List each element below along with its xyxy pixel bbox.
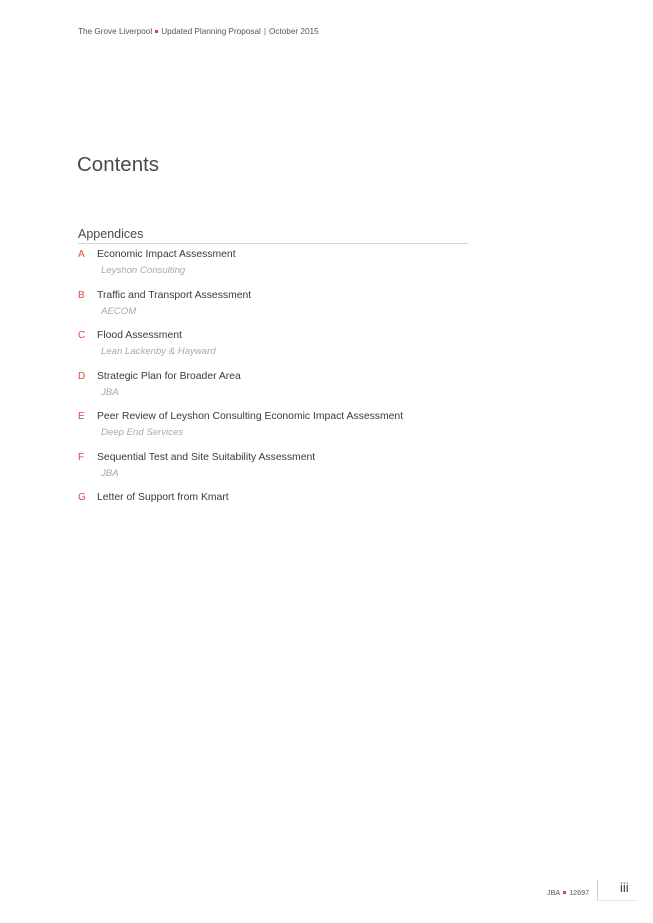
appendix-author: Lean Lackenby & Hayward — [101, 346, 216, 357]
appendix-author: JBA — [101, 386, 119, 398]
footer-reference — [547, 888, 589, 897]
appendix-title[interactable]: Economic Impact Assessment — [97, 249, 236, 260]
header-separator: | — [263, 27, 267, 36]
appendix-item-f[interactable] — [78, 452, 478, 493]
footer-divider — [597, 880, 598, 901]
footer-company: JBA — [547, 888, 561, 897]
appendix-letter: A — [78, 249, 85, 260]
page-title: Contents — [77, 153, 160, 176]
header-document: Updated Planning Proposal — [161, 27, 261, 36]
appendix-letter: B — [78, 289, 85, 301]
footer-underline — [597, 900, 637, 901]
appendix-letter: G — [78, 492, 86, 503]
appendix-list — [78, 249, 478, 533]
header-date: October 2015 — [269, 27, 319, 36]
appendix-item-b[interactable] — [78, 290, 478, 331]
appendix-letter: F — [78, 451, 85, 463]
appendix-title[interactable]: Strategic Plan for Broader Area — [97, 370, 241, 382]
appendix-title[interactable]: Flood Assessment — [97, 330, 182, 341]
appendix-author: Leyshon Consulting — [101, 265, 186, 276]
appendix-item-d[interactable] — [78, 371, 478, 412]
page-number: iii — [620, 880, 629, 895]
appendix-item-c[interactable] — [78, 330, 478, 371]
appendix-item-g[interactable] — [78, 492, 478, 533]
bullet-icon — [155, 30, 158, 33]
appendix-author: AECOM — [101, 305, 137, 317]
header-project: The Grove Liverpool — [78, 27, 153, 36]
footer-job-number: 12697 — [569, 888, 590, 897]
appendix-letter: C — [78, 330, 86, 341]
bullet-icon — [563, 891, 566, 894]
appendix-item-e[interactable] — [78, 411, 478, 452]
appendix-letter: E — [78, 411, 85, 422]
appendix-item-a[interactable] — [78, 249, 478, 290]
appendix-title[interactable]: Peer Review of Leyshon Consulting Economic Impact Assessment — [97, 411, 404, 422]
appendix-author: Deep End Services — [101, 427, 184, 438]
appendix-title[interactable]: Letter of Support from Kmart — [97, 492, 229, 503]
appendix-title[interactable]: Sequential Test and Site Suitability Assessment — [97, 451, 316, 463]
section-heading: Appendices — [78, 227, 468, 244]
appendix-author: JBA — [101, 467, 119, 479]
appendix-title[interactable]: Traffic and Transport Assessment — [97, 289, 252, 301]
appendix-letter: D — [78, 370, 86, 382]
running-header — [78, 27, 319, 36]
